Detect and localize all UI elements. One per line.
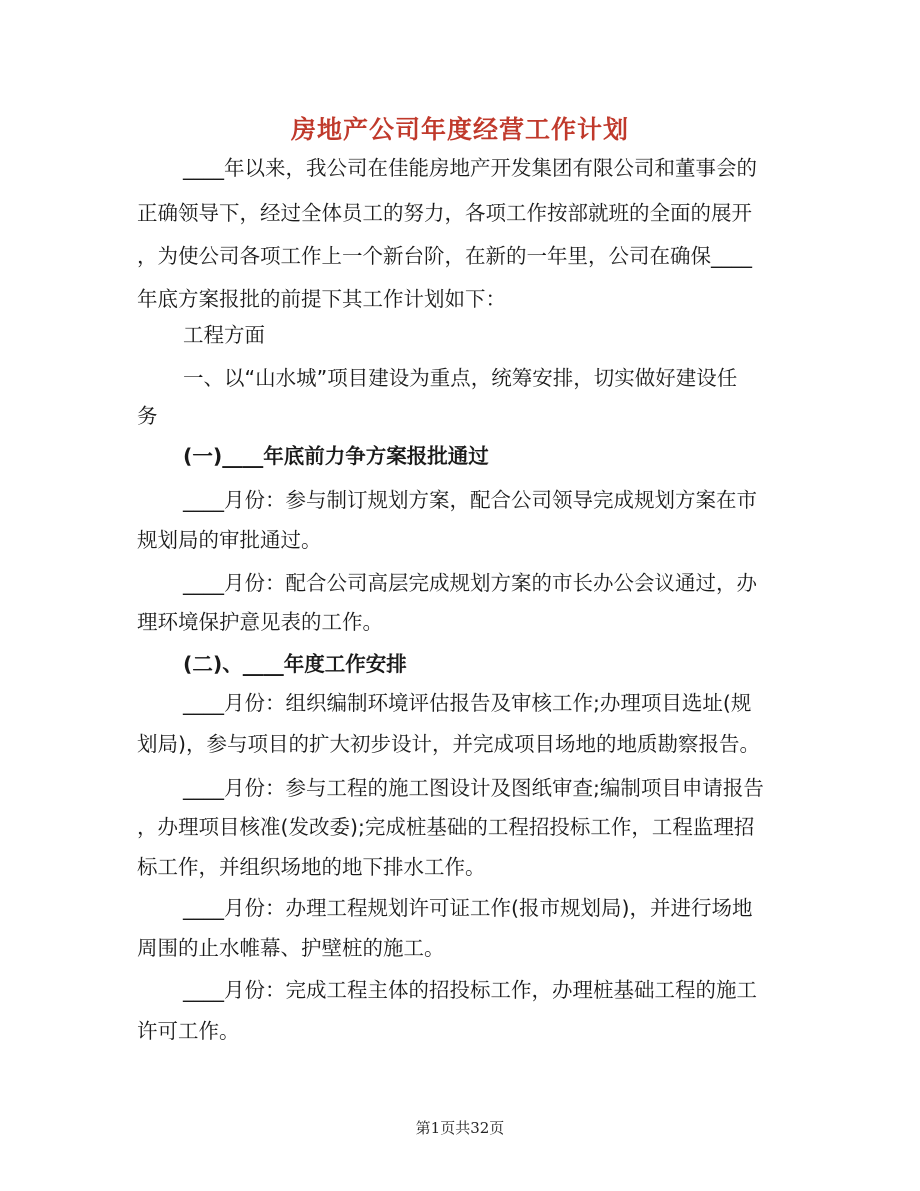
subsection-heading: (二)、____年度工作安排 [183, 652, 407, 676]
paragraph-line: ____月份：完成工程主体的招投标工作，办理桩基础工程的施工 [183, 978, 757, 1002]
paragraph-line: 一、以“山水城”项目建设为重点，统筹安排，切实做好建设任 [183, 366, 738, 390]
section-heading: 工程方面 [183, 323, 265, 347]
paragraph-line: ____月份：参与工程的施工图设计及图纸审查;编制项目申请报告 [183, 776, 764, 800]
subsection-heading: (一)____年底前力争方案报批通过 [183, 444, 489, 468]
paragraph-line: ____年以来，我公司在佳能房地产开发集团有限公司和董事会的 [183, 156, 757, 180]
paragraph-line: ，为使公司各项工作上一个新台阶，在新的一年里，公司在确保____ [137, 244, 752, 268]
paragraph-line: 正确领导下，经过全体员工的努力，各项工作按部就班的全面的展开 [137, 201, 752, 225]
paragraph-line: 标工作，并组织场地的地下排水工作。 [137, 855, 486, 879]
page-number: 第1页共32页 [415, 1119, 505, 1137]
paragraph-line: ____月份：参与制订规划方案，配合公司领导完成规划方案在市 [183, 488, 757, 512]
document-title: 房地产公司年度经营工作计划 [290, 115, 629, 144]
paragraph-line: ____月份：组织编制环境评估报告及审核工作;办理项目选址(规 [183, 691, 752, 715]
paragraph-line: 理环境保护意见表的工作。 [137, 610, 383, 634]
paragraph-line: ____月份：办理工程规划许可证工作(报市规划局)，并进行场地 [183, 896, 753, 920]
paragraph-line: 许可工作。 [137, 1019, 240, 1043]
paragraph-line: 划局)，参与项目的扩大初步设计，并完成项目场地的地质勘察报告。 [137, 732, 760, 756]
paragraph-line: 年底方案报批的前提下其工作计划如下： [137, 287, 506, 311]
paragraph-line: ____月份：配合公司高层完成规划方案的市长办公会议通过，办 [183, 571, 757, 595]
paragraph-line: 周围的止水帷幕、护壁桩的施工。 [137, 936, 445, 960]
paragraph-line: ，办理项目核准(发改委);完成桩基础的工程招投标工作，工程监理招 [137, 815, 755, 839]
paragraph-line: 务 [137, 404, 158, 428]
paragraph-line: 规划局的审批通过。 [137, 528, 322, 552]
